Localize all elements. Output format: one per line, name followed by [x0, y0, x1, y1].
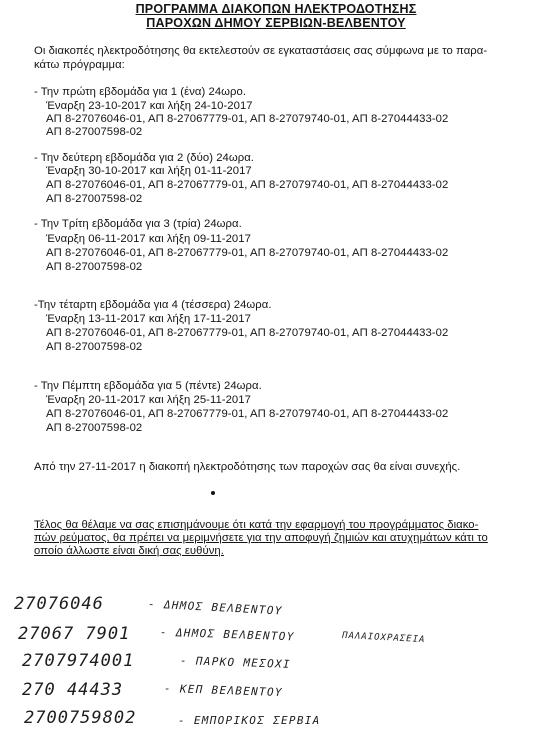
week-heading: - Την Τρίτη εβδομάδα για 3 (τρία) 24ωρα.: [34, 218, 242, 230]
week-dates: Έναρξη 20-11-2017 και λήξη 25-11-2017: [46, 394, 251, 406]
week-meters: ΑΠ 8-27076046-01, ΑΠ 8-27067779-01, ΑΠ 8-27079740-01, ΑΠ 8-27044433-02: [46, 408, 449, 420]
continuous-outage-note: Από την 27-11-2017 η διακοπή ηλεκτροδότησης των παροχών σας θα είναι συνεχής.: [34, 461, 461, 473]
week-heading: - Την δεύτερη εβδομάδα για 2 (δύο) 24ωρα.: [34, 152, 254, 164]
week-meters: ΑΠ 8-27076046-01, ΑΠ 8-27067779-01, ΑΠ 8-27079740-01, ΑΠ 8-27044433-02: [46, 247, 449, 259]
handwritten-label: - ΚΕΠ ΒΕΛΒΕΝΤΟΥ: [163, 681, 284, 700]
handwritten-label: - ΕΜΠΟΡΙΚΟΣ ΣΕΡΒΙΑ: [178, 714, 321, 727]
week-heading: - Την Πέμπτη εβδομάδα για 5 (πέντε) 24ωρα.: [34, 380, 262, 392]
handwritten-code: 270 44433: [22, 680, 124, 700]
handwritten-label: - ΔΗΜΟΣ ΒΕΛΒΕΝΤΟΥ: [147, 597, 283, 618]
intro-line: Οι διακοπές ηλεκτροδότησης θα εκτελεστούν σε εγκαταστάσεις σας σύμφωνα με το παρα-: [34, 45, 488, 57]
title-line-2: ΠΑΡΟΧΩΝ ΔΗΜΟΥ ΣΕΡΒΙΩΝ-ΒΕΛΒΕΝΤΟΥ: [146, 16, 406, 30]
week-meters: ΑΠ 8-27007598-02: [46, 261, 143, 273]
week-meters: ΑΠ 8-27007598-02: [46, 126, 143, 138]
week-heading: -Την τέταρτη εβδομάδα για 4 (τέσσερα) 24ωρα.: [34, 299, 272, 311]
handwritten-code: 2700759802: [24, 708, 137, 728]
handwritten-code: 27067 7901: [18, 624, 131, 644]
handwritten-extra: ΠΑΛΑΙΟΧΡΑΣΕΙΑ: [341, 630, 426, 646]
week-meters: ΑΠ 8-27076046-01, ΑΠ 8-27067779-01, ΑΠ 8-27079740-01, ΑΠ 8-27044433-02: [46, 327, 449, 339]
week-dates: Έναρξη 06-11-2017 και λήξη 09-11-2017: [46, 233, 251, 245]
week-meters: ΑΠ 8-27076046-01, ΑΠ 8-27067779-01, ΑΠ 8-27079740-01, ΑΠ 8-27044433-02: [46, 179, 449, 191]
title-line-1: ΠΡΟΓΡΑΜΜΑ ΔΙΑΚΟΠΩΝ ΗΛΕΚΤΡΟΔΟΤΗΣΗΣ: [135, 2, 417, 16]
week-meters: ΑΠ 8-27076046-01, ΑΠ 8-27067779-01, ΑΠ 8-27079740-01, ΑΠ 8-27044433-02: [46, 113, 449, 125]
handwritten-code: 2707974001: [22, 651, 135, 671]
week-meters: ΑΠ 8-27007598-02: [46, 193, 143, 205]
note-line: Τέλος θα θέλαμε να σας επισημάνουμε ότι κατά την εφαρμογή του προγράμματος διακο-: [34, 519, 479, 531]
week-dates: Έναρξη 13-11-2017 και λήξη 17-11-2017: [46, 313, 251, 325]
week-heading: - Την πρώτη εβδομάδα για 1 (ένα) 24ωρο.: [34, 86, 247, 98]
scan-speck: [211, 491, 215, 495]
week-dates: Έναρξη 30-10-2017 και λήξη 01-11-2017: [46, 165, 252, 177]
handwritten-label: - ΔΗΜΟΣ ΒΕΛΒΕΝΤΟΥ: [159, 625, 295, 644]
week-meters: ΑΠ 8-27007598-02: [46, 422, 143, 434]
note-line: οποίο άλλωστε είναι δική σας ευθύνη.: [34, 545, 224, 557]
handwritten-code: 27076046: [14, 594, 104, 614]
intro-line: κάτω πρόγραμμα:: [34, 59, 125, 71]
week-dates: Έναρξη 23-10-2017 και λήξη 24-10-2017: [46, 100, 253, 112]
week-meters: ΑΠ 8-27007598-02: [46, 341, 143, 353]
handwritten-label: - ΠΑΡΚΟ ΜΕΣΟΧΙ: [179, 654, 292, 671]
note-line: πών ρεύματος, θα πρέπει να μεριμνήσετε για την αποφυγή ζημιών και ατυχημάτων κάτι το: [34, 532, 488, 544]
